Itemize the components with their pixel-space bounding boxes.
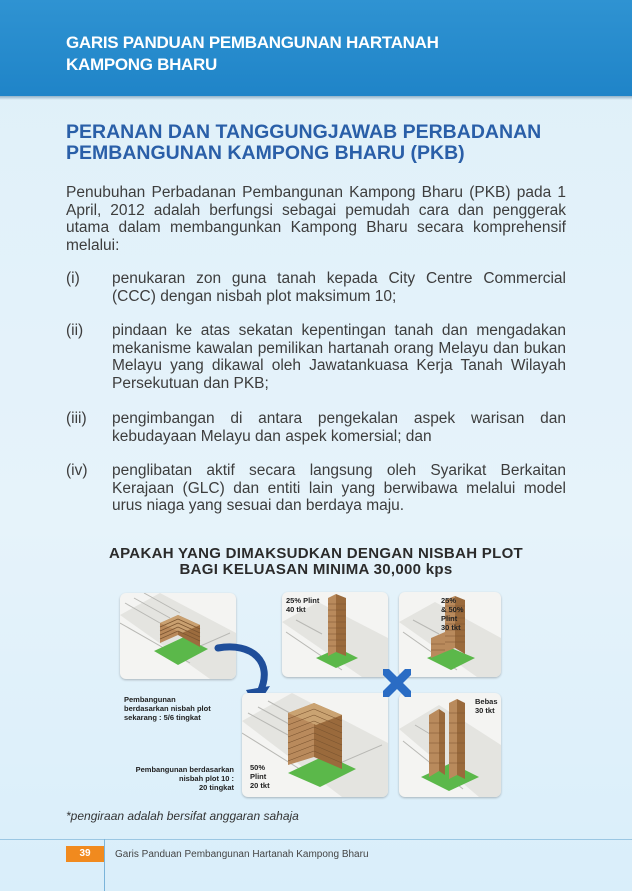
plot10-caption [130, 765, 234, 792]
list-item-text: penukaran zon guna tanah kepada City Centre Commercial (CCC) dengan nisbah plot maksimum 10; [112, 270, 566, 305]
tower40-label [286, 596, 319, 614]
footer-divider [0, 839, 632, 840]
tower-40-storey-illustration [282, 592, 388, 677]
list-item-text: pengimbangan di antara pengekalan aspek warisan dan kebudayaan Melayu dan aspek komersial; dan [112, 410, 566, 445]
caption-line: Pembangunan berdasarkan [135, 765, 234, 774]
mixed-30-storey-illustration [399, 592, 501, 677]
figure-title-line-1: APAKAH YANG DIMAKSUDKAN DENGAN NISBAH PLOT [108, 545, 523, 562]
figure-footnote: *pengiraan adalah bersifat anggaran sahaja [66, 809, 299, 823]
list-item-text: pindaan ke atas sekatan kepentingan tanah dan mengadakan mekanisme kawalan pemilikan hartanah orang Melayu dan bukan Melayu yang dikawal oleh Jawatankuasa Kerja Tanah Wilayah Persekutuan dan PKB; [112, 322, 566, 392]
intro-paragraph: Penubuhan Perbadanan Pembangunan Kampong Bharu (PKB) pada 1 April, 2012 adalah berfungsi sebagai pemudah cara dan penggerak utama dalam membangunkan Kampong Bharu secara komprehensif melalui: [66, 184, 566, 254]
list-item-number: (iv) [66, 462, 88, 479]
caption-line: nisbah plot 10 : [178, 774, 234, 783]
plot-ratio-10-illustration [242, 693, 388, 797]
label-line: 30 tkt [441, 623, 461, 632]
header-title-line-2: KAMPONG BHARU [66, 55, 217, 74]
page-header [0, 0, 632, 96]
page-number: 39 [66, 846, 104, 862]
label-line: Plint [441, 614, 458, 623]
plot10-label [250, 763, 270, 790]
footer-vertical-divider [104, 839, 105, 891]
header-title-line-1: GARIS PANDUAN PEMBANGUNAN HARTANAH [66, 33, 439, 52]
header-shadow [0, 96, 632, 100]
caption-line: berdasarkan nisbah plot [124, 704, 211, 713]
section-title [66, 122, 576, 164]
figure-title [60, 546, 572, 578]
section-title-line-2: PEMBANGUNAN KAMPONG BHARU (PKB) [66, 142, 465, 164]
free-form-30-storey-illustration [399, 693, 501, 797]
label-line: & 50% [441, 605, 464, 614]
label-line: 40 tkt [286, 605, 306, 614]
caption-line: Pembangunan [124, 695, 176, 704]
label-line: 25% Plint [286, 596, 320, 605]
current-development-caption [124, 695, 211, 722]
section-title-line-1: PERANAN DAN TANGGUNGJAWAB PERBADANAN [66, 121, 542, 143]
label-line: Bebas [475, 697, 498, 706]
list-item-number: (ii) [66, 322, 84, 339]
figure-title-line-2: BAGI KELUASAN MINIMA 30,000 kps [179, 561, 453, 578]
label-line: 30 tkt [475, 706, 495, 715]
cross-arrows-icon [380, 666, 414, 700]
footer-text: Garis Panduan Pembangunan Hartanah Kampong Bharu [115, 849, 369, 860]
caption-line: 20 tingkat [198, 783, 234, 792]
label-line: 50% [250, 763, 266, 772]
label-line: Plint [250, 772, 267, 781]
list-item-number: (iii) [66, 410, 87, 427]
mixed30-label [441, 596, 464, 632]
list-item-text: penglibatan aktif secara langsung oleh Syarikat Berkaitan Kerajaan (GLC) dan entiti lain yang berwibawa melalui model urus niaga yang sesuai dan berdaya maju. [112, 462, 566, 514]
list-item-number: (i) [66, 270, 80, 287]
label-line: 20 tkt [250, 781, 270, 790]
caption-line: sekarang : 5/6 tingkat [124, 713, 201, 722]
free30-label [475, 697, 498, 715]
label-line: 25% [441, 596, 457, 605]
